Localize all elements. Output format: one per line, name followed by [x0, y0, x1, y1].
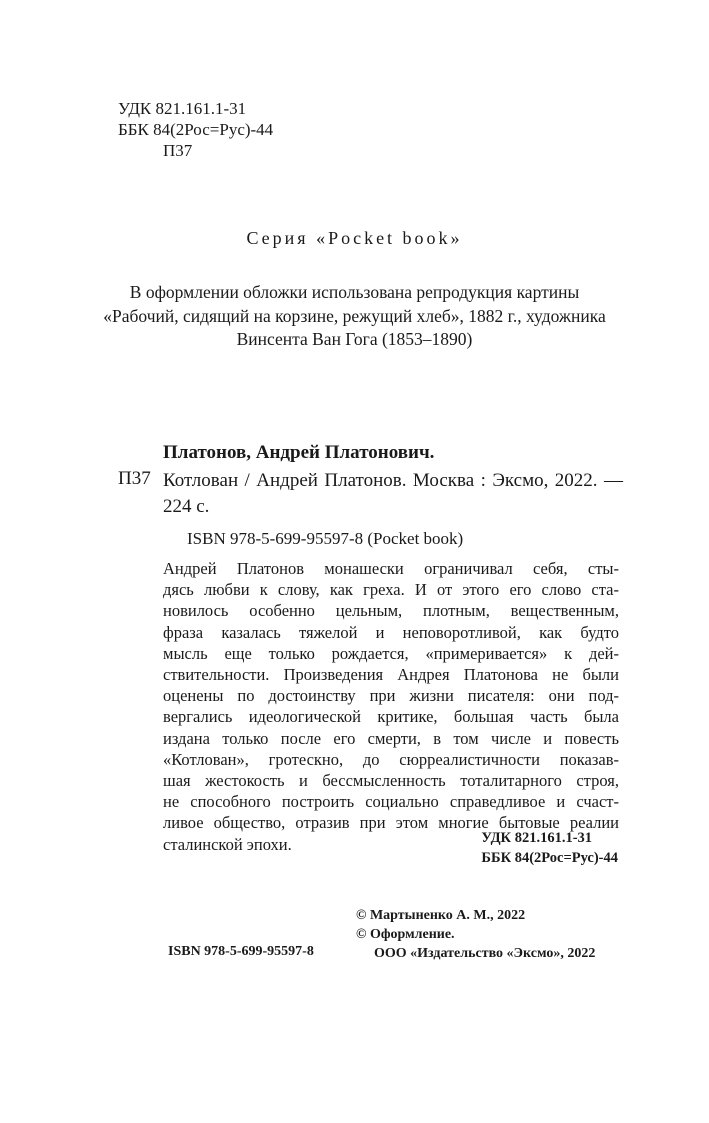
annotation-line: «Котлован», гротескно, до сюрреалистичности показав-	[163, 749, 619, 769]
annotation-line: новилось особенно цельным, плотным, вещественным,	[163, 601, 619, 621]
annotation	[163, 558, 619, 855]
annotation-line: ливое общество, отразив при этом многие бытовые реалии	[163, 813, 619, 833]
annotation-line: шая жестокость и бессмысленность тоталитарного строя,	[163, 771, 619, 791]
cover-note: В оформлении обложки использована репродукция картины «Рабочий, сидящий на корзине, режущий хлеб», 1882 г., художника Винсента Ван Гога (1853–1890)	[103, 282, 606, 349]
bbk-code: ББК 84(2Рос=Рус)-44	[118, 120, 274, 139]
annotation-line: мысль еще только рождается, «примеривается» к дей-	[163, 643, 619, 663]
author-heading: Платонов, Андрей Платонович.	[163, 442, 435, 463]
copyright-design: © Оформление.	[356, 927, 455, 942]
annotation-line: вергались идеологической критике, большая часть была	[163, 707, 619, 727]
annotation-line: оценены по достоинству при жизни писателя: они под-	[163, 686, 619, 706]
isbn-line: ISBN 978-5-699-95597-8 (Pocket book)	[187, 529, 464, 548]
bottom-udk-code: УДК 821.161.1-31	[481, 830, 593, 846]
annotation-line: издана только после его смерти, в том числе и повесть	[163, 728, 619, 748]
copyright-author: © Мартыненко А. М., 2022	[356, 908, 526, 923]
classification-codes	[118, 98, 273, 161]
bottom-bbk-code: ББК 84(2Рос=Рус)-44	[481, 850, 618, 866]
catalog-code: П37	[118, 468, 151, 489]
author-sign: П37	[163, 141, 193, 160]
series-title: Серия «Pocket book»	[246, 228, 463, 248]
title-line: Котлован / Андрей Платонов. Москва : Эксмо, 2022. — 224 с.	[163, 470, 623, 517]
copyright-block	[356, 906, 595, 963]
annotation-line: не способного построить социально справедливое и счаст-	[163, 792, 619, 812]
bottom-classification	[481, 828, 618, 868]
annotation-line: ствительности. Произведения Андрея Платонова не были	[163, 665, 619, 685]
annotation-line: фраза казалась тяжелой и неповоротливой, как будто	[163, 622, 619, 642]
annotation-line: дясь любви к слову, как греха. И от этого его слово ста-	[163, 580, 619, 600]
copyright-publisher: ООО «Издательство «Эксмо», 2022	[374, 946, 596, 961]
udk-code: УДК 821.161.1-31	[118, 99, 247, 118]
annotation-line: сталинской эпохи.	[163, 834, 292, 854]
annotation-line: Андрей Платонов монашески ограничивал себя, сты-	[163, 559, 619, 578]
isbn-bottom: ISBN 978-5-699-95597-8	[168, 944, 314, 959]
